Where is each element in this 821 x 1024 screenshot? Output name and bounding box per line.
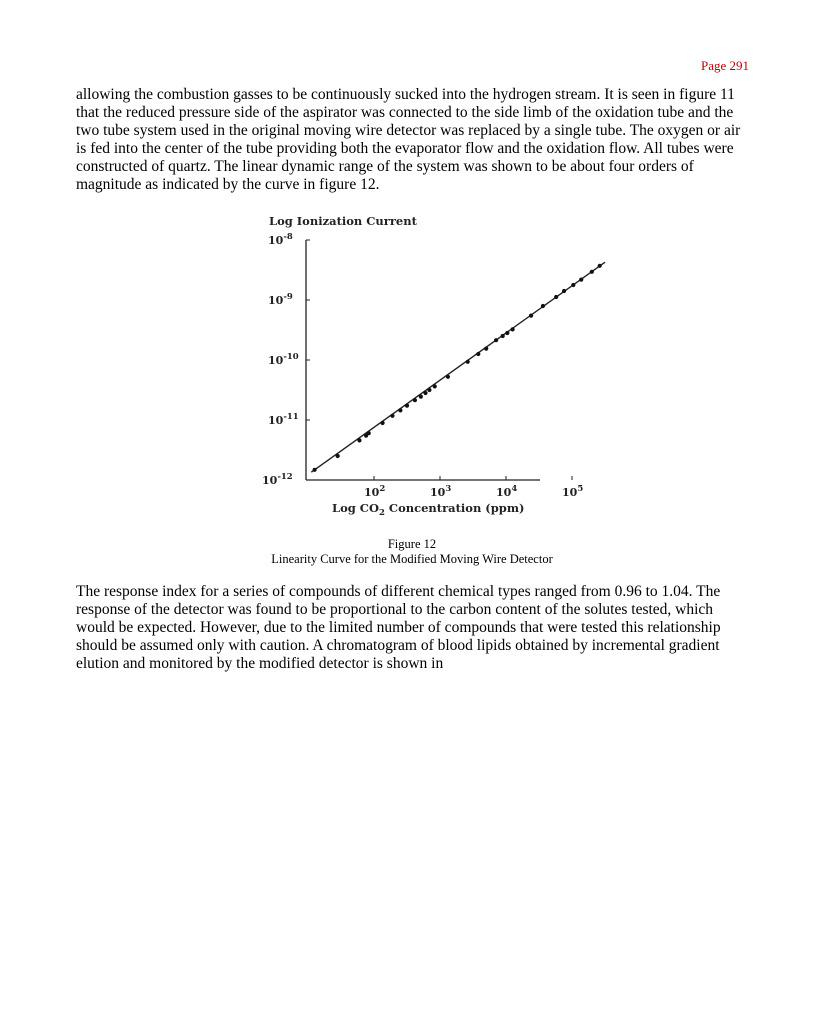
x-axis-label-prefix: Log CO xyxy=(332,501,379,515)
y-tick-label xyxy=(268,352,299,367)
data-point xyxy=(433,384,437,388)
figure-caption-title: Figure 12 xyxy=(387,537,437,551)
y-tick-label xyxy=(268,232,293,247)
data-point xyxy=(541,304,545,308)
y-tick-base: 10 xyxy=(268,234,284,247)
chart-axes xyxy=(306,240,572,480)
y-tick-exponent: -11 xyxy=(283,412,299,422)
x-tick-label xyxy=(364,484,385,499)
data-point xyxy=(484,347,488,351)
data-point xyxy=(313,468,317,472)
x-axis-label-subscript: 2 xyxy=(378,508,385,518)
data-point xyxy=(501,334,505,338)
x-tick-base: 10 xyxy=(364,486,380,499)
body-paragraph-1: allowing the combustion gasses to be continuously sucked into the hydrogen stream. It is seen in figure 11 that the reduced pressure side of the aspirator was connected to the side limb of the oxidation tube and the two tube system used in the original moving wire detector was replaced by a single tube. The oxygen or air is fed into the center of the tube providing both the evaporator flow and the oxidation flow. All tubes were constructed of quartz. The linear dynamic range of the system was shown to be about four orders of magnitude as indicated by the curve in figure 12. xyxy=(76,86,741,193)
data-point xyxy=(590,270,594,274)
y-tick-exponent: -8 xyxy=(283,232,293,242)
data-point xyxy=(413,398,417,402)
y-tick-base: 10 xyxy=(268,354,284,367)
data-point xyxy=(529,314,533,318)
figure-caption-text: Linearity Curve for the Modified Moving Wire Detector xyxy=(271,552,553,566)
data-point xyxy=(423,391,427,395)
x-tick-base: 10 xyxy=(562,486,578,499)
data-point xyxy=(579,278,583,282)
y-axis-label: Log Ionization Current xyxy=(269,214,417,228)
x-tick-base: 10 xyxy=(430,486,446,499)
y-tick-exponent: -9 xyxy=(283,292,293,302)
x-axis-label xyxy=(332,501,524,518)
x-tick-exponent: 5 xyxy=(577,484,584,494)
y-tick-label xyxy=(268,412,299,427)
y-tick-label xyxy=(262,472,293,487)
data-point xyxy=(476,352,480,356)
x-tick-exponent: 4 xyxy=(511,484,518,494)
data-point xyxy=(419,395,423,399)
x-tick-label xyxy=(562,484,583,499)
figure-12-chart xyxy=(250,210,584,520)
data-point xyxy=(390,414,394,418)
y-tick-base: 10 xyxy=(268,294,284,307)
data-point xyxy=(357,438,361,442)
data-point xyxy=(380,421,384,425)
data-point xyxy=(554,295,558,299)
y-tick-base: 10 xyxy=(262,474,278,487)
data-point xyxy=(336,454,340,458)
data-point xyxy=(598,264,602,268)
data-point xyxy=(494,338,498,342)
y-tick-labels xyxy=(262,232,299,487)
data-point xyxy=(398,408,402,412)
y-tick-exponent: -10 xyxy=(283,352,299,362)
data-point xyxy=(466,360,470,364)
x-tick-exponent: 3 xyxy=(445,484,452,494)
x-axis-label-suffix: Concentration (ppm) xyxy=(384,501,525,515)
body-paragraph-2: The response index for a series of compounds of different chemical types ranged from 0.96 to 1.04. The response of the detector was found to be proportional to the carbon content of the solutes tested, which would be expected. However, due to the limited number of compounds that were tested this relationship should be assumed only with caution. A chromatogram of blood lipids obtained by incremental gradient elution and monitored by the modified detector is shown in xyxy=(76,583,721,672)
data-point xyxy=(562,289,566,293)
page-number: Page 291 xyxy=(700,58,749,73)
data-point xyxy=(571,283,575,287)
chart-svg xyxy=(250,210,584,520)
data-point xyxy=(511,327,515,331)
data-point xyxy=(505,331,509,335)
y-tick-label xyxy=(268,292,293,307)
x-tick-labels xyxy=(364,484,583,499)
data-point xyxy=(367,431,371,435)
y-tick-exponent: -12 xyxy=(277,472,293,482)
data-point xyxy=(427,388,431,392)
x-tick-label xyxy=(430,484,451,499)
x-tick-exponent: 2 xyxy=(379,484,386,494)
x-tick-base: 10 xyxy=(496,486,512,499)
fit-line-group xyxy=(311,262,605,472)
fit-line xyxy=(311,262,605,472)
x-tick-label xyxy=(496,484,517,499)
y-tick-base: 10 xyxy=(268,414,284,427)
data-point xyxy=(405,404,409,408)
data-point xyxy=(446,375,450,379)
